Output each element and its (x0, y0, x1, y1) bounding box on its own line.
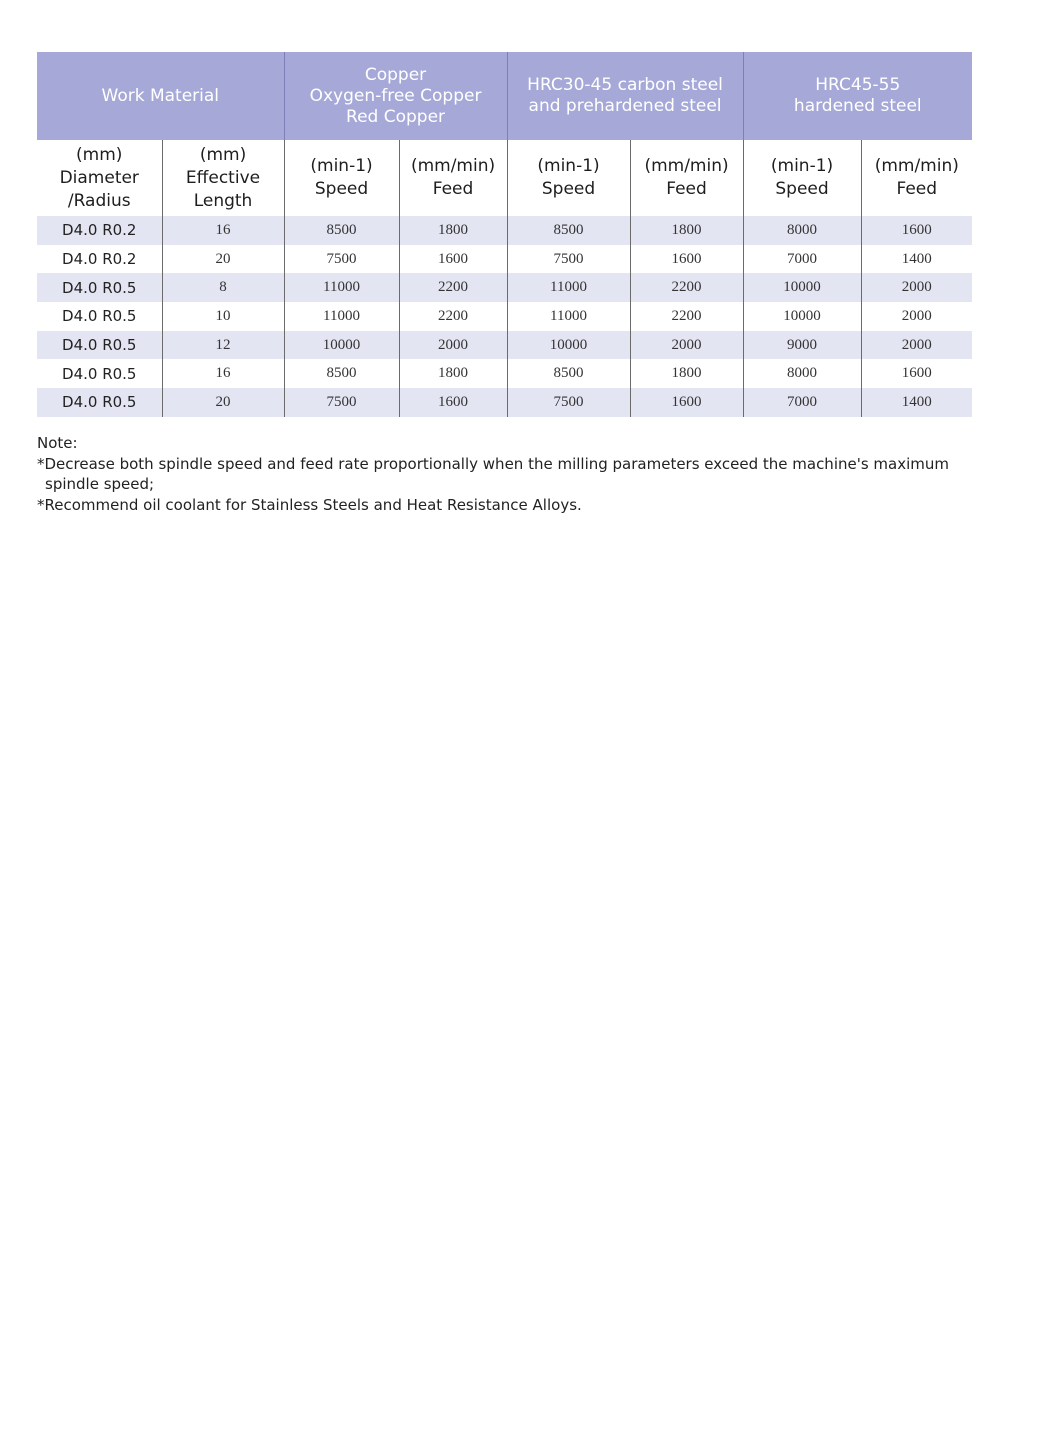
table-row (37, 359, 972, 388)
cell-hrc30-speed: 11000 (507, 302, 630, 331)
cell-diameter-radius: D4.0 R0.5 (37, 359, 162, 388)
cell-copper-speed: 11000 (284, 273, 399, 302)
col-header-hrc30-feed: (mm/min) Feed (630, 140, 743, 216)
cell-hrc45-feed: 1400 (861, 245, 972, 274)
col-header-hrc45-speed: (min-1) Speed (743, 140, 861, 216)
cell-hrc45-speed: 7000 (743, 245, 861, 274)
cell-copper-speed: 7500 (284, 388, 399, 417)
cell-effective-length: 16 (162, 359, 284, 388)
cell-hrc30-feed: 1600 (630, 388, 743, 417)
table-row (37, 273, 972, 302)
cell-hrc30-feed: 2200 (630, 302, 743, 331)
cell-copper-feed: 2000 (399, 331, 507, 360)
header-work-material: Work Material (37, 52, 284, 140)
cell-copper-feed: 1800 (399, 216, 507, 245)
cell-hrc30-feed: 1800 (630, 216, 743, 245)
cell-copper-speed: 8500 (284, 216, 399, 245)
cell-hrc30-speed: 7500 (507, 245, 630, 274)
table-row (37, 388, 972, 417)
note-oil-coolant: *Recommend oil coolant for Stainless Steels and Heat Resistance Alloys. (37, 495, 582, 514)
note-spindle-speed: *Decrease both spindle speed and feed rate proportionally when the milling parameters exceed the machine's maximum (37, 454, 950, 473)
cell-diameter-radius: D4.0 R0.2 (37, 245, 162, 274)
col-header-effective-length: (mm) Effective Length (162, 140, 284, 216)
cell-hrc30-feed: 2200 (630, 273, 743, 302)
cell-hrc45-speed: 10000 (743, 273, 861, 302)
cutting-parameters-table (37, 52, 972, 417)
cell-effective-length: 10 (162, 302, 284, 331)
table-row (37, 331, 972, 360)
cell-copper-feed: 2200 (399, 273, 507, 302)
cell-hrc45-speed: 8000 (743, 359, 861, 388)
cell-diameter-radius: D4.0 R0.5 (37, 388, 162, 417)
table-row (37, 302, 972, 331)
cell-hrc30-feed: 1600 (630, 245, 743, 274)
cell-copper-feed: 1600 (399, 245, 507, 274)
note-spindle-speed-continued: spindle speed; (45, 475, 155, 493)
cell-effective-length: 20 (162, 388, 284, 417)
notes-title: Note: (37, 434, 78, 452)
header-copper: Copper Oxygen-free Copper Red Copper (284, 52, 507, 140)
cell-copper-speed: 11000 (284, 302, 399, 331)
col-header-diameter-radius: (mm) Diameter /Radius (37, 140, 162, 216)
column-header-row (37, 140, 972, 216)
cell-hrc30-speed: 7500 (507, 388, 630, 417)
cell-copper-speed: 8500 (284, 359, 399, 388)
cell-diameter-radius: D4.0 R0.5 (37, 331, 162, 360)
cell-hrc45-feed: 1400 (861, 388, 972, 417)
cell-effective-length: 20 (162, 245, 284, 274)
cell-copper-feed: 2200 (399, 302, 507, 331)
col-header-hrc30-speed: (min-1) Speed (507, 140, 630, 216)
cell-copper-feed: 1600 (399, 388, 507, 417)
cell-copper-speed: 10000 (284, 331, 399, 360)
cell-hrc45-speed: 7000 (743, 388, 861, 417)
cell-hrc45-feed: 2000 (861, 331, 972, 360)
cell-hrc45-speed: 9000 (743, 331, 861, 360)
cell-hrc45-feed: 2000 (861, 273, 972, 302)
cell-hrc30-speed: 10000 (507, 331, 630, 360)
cell-hrc30-speed: 8500 (507, 216, 630, 245)
cell-effective-length: 8 (162, 273, 284, 302)
cell-copper-speed: 7500 (284, 245, 399, 274)
notes-section (37, 433, 977, 515)
cell-hrc30-speed: 8500 (507, 359, 630, 388)
cell-hrc30-feed: 2000 (630, 331, 743, 360)
cell-hrc45-feed: 2000 (861, 302, 972, 331)
cell-hrc45-speed: 8000 (743, 216, 861, 245)
col-header-copper-feed: (mm/min) Feed (399, 140, 507, 216)
cutting-parameters-table-wrapper (37, 52, 972, 417)
header-hrc30-45: HRC30-45 carbon steel and prehardened steel (507, 52, 743, 140)
cell-effective-length: 16 (162, 216, 284, 245)
cell-effective-length: 12 (162, 331, 284, 360)
cell-hrc45-speed: 10000 (743, 302, 861, 331)
cell-hrc30-feed: 1800 (630, 359, 743, 388)
cell-copper-feed: 1800 (399, 359, 507, 388)
material-header-row (37, 52, 972, 140)
header-hrc45-55: HRC45-55 hardened steel (743, 52, 972, 140)
cell-hrc45-feed: 1600 (861, 216, 972, 245)
cell-diameter-radius: D4.0 R0.2 (37, 216, 162, 245)
cell-hrc30-speed: 11000 (507, 273, 630, 302)
cell-hrc45-feed: 1600 (861, 359, 972, 388)
col-header-copper-speed: (min-1) Speed (284, 140, 399, 216)
col-header-hrc45-feed: (mm/min) Feed (861, 140, 972, 216)
table-row (37, 245, 972, 274)
cell-diameter-radius: D4.0 R0.5 (37, 273, 162, 302)
cell-diameter-radius: D4.0 R0.5 (37, 302, 162, 331)
table-row (37, 216, 972, 245)
